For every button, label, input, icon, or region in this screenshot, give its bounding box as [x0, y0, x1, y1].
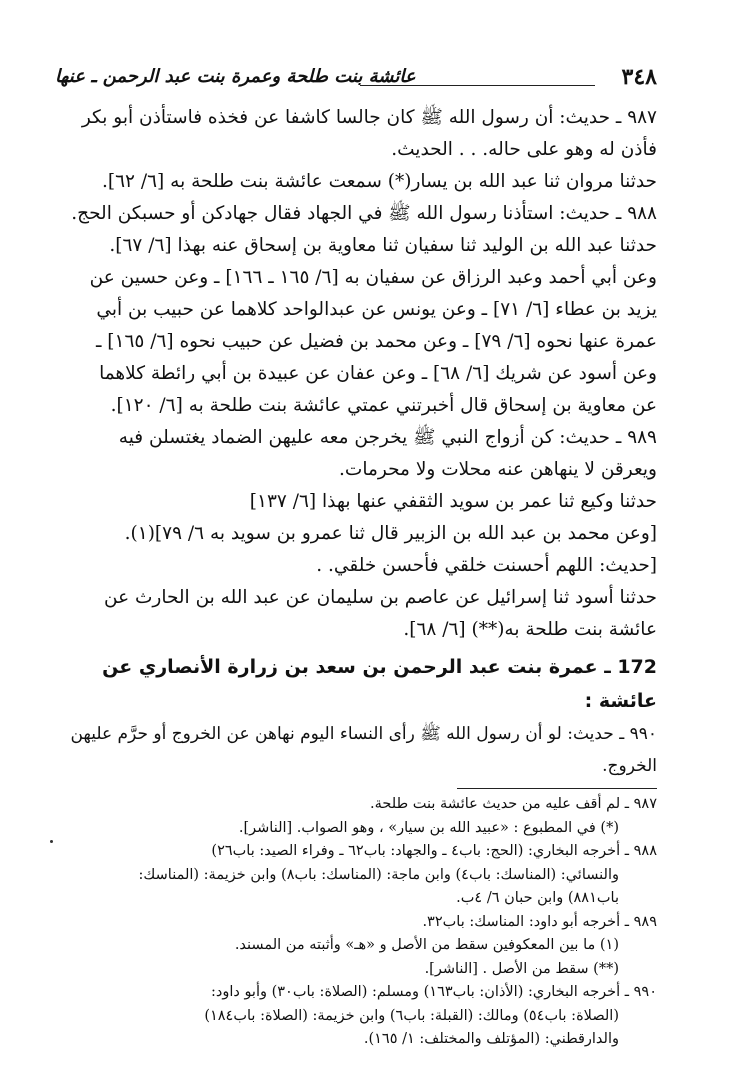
text-line: ٩٨٧ ـ حديث: أن رسول الله ﷺ كان جالسا كاشفا عن فخذه فاستأذن أبو بكر — [81, 107, 657, 128]
main-text — [55, 102, 657, 782]
text-line: [حديث: اللهم أحسنت خلقي فأحسن خلقي. . — [316, 555, 657, 576]
footnote-line: والدارقطني: (المؤتلف والمختلف: ١/ ١٦٥). — [363, 1031, 619, 1047]
text-line: حدثنا وكيع ثنا عمر بن سويد الثقفي عنها بهذا [٦/ ١٣٧] — [249, 491, 657, 512]
section-title: ـ عمرة بنت عبد الرحمن بن سعد بن زرارة الأنصاري عن عائشة : — [102, 656, 657, 712]
footnote-line: (*) في المطبوع : «عبيد الله بن سيار» ، وهو الصواب. [الناشر]. — [238, 819, 619, 836]
text-line: عن معاوية بن إسحاق قال أخبرتني عمتي عائشة بنت طلحة به [٦/ ١٢٠]. — [110, 395, 657, 416]
text-line: حدثنا مروان ثنا عبد الله بن يسار(*) سمعت عائشة بنت طلحة به [٦/ ٦٢]. — [102, 171, 657, 192]
text-line: يزيد بن عطاء [٦/ ٧١] ـ وعن يونس عن عبدالواحد كلاهما عن حبيب بن أبي — [96, 299, 657, 320]
text-line: عمرة عنها نحوه [٦/ ٧٩] ـ وعن محمد بن فضيل عن حبيب نحوه [٦/ ١٦٥] ـ — [95, 331, 657, 352]
text-line: فأذن له وهو على حاله. . . الحديث. — [391, 139, 657, 160]
text-line: ٩٩٠ ـ حديث: لو أن رسول الله ﷺ رأى النساء اليوم نهاهن عن الخروج أو حرَّم عليهن الخروج. — [70, 724, 657, 776]
footnote-line: (**) سقط من الأصل . [الناشر]. — [424, 960, 619, 977]
text-line: [وعن محمد بن عبد الله بن الزبير قال ثنا عمرو بن سويد به ٦/ ٧٩](١). — [124, 523, 657, 544]
section-heading — [55, 650, 657, 718]
text-line: ٩٨٩ ـ حديث: كن أزواج النبي ﷺ يخرجن معه عليهن الضماد يغتسلن فيه — [118, 427, 657, 448]
text-line: ٩٨٨ ـ حديث: استأذنا رسول الله ﷺ في الجهاد فقال جهادكن أو حسبكن الحج. — [71, 203, 657, 224]
section-number: 172 — [617, 656, 657, 678]
footnote-line: ٩٩٠ ـ أخرجه البخاري: (الأذان: باب١٦٣) ومسلم: (الصلاة: باب٣٠) وأبو داود: — [211, 984, 657, 1000]
footnote-line: (الصلاة: باب٥٤) ومالك: (القبلة: باب٦) وابن خزيمة: (الصلاة: باب١٨٤) — [204, 1007, 619, 1024]
text-line: حدثنا عبد الله بن الوليد ثنا سفيان ثنا معاوية بن إسحاق عنه بهذا [٦/ ٦٧]. — [109, 235, 657, 256]
footnote-divider — [457, 788, 657, 789]
footnote-line: ٩٨٧ ـ لم أقف عليه من حديث عائشة بنت طلحة. — [370, 796, 657, 812]
text-line: وعن أبي أحمد وعبد الرزاق عن سفيان به [٦/ ١٦٥ ـ ١٦٦] ـ وعن حسين عن — [89, 267, 657, 288]
footnote-line: (١) ما بين المعكوفين سقط من الأصل و «هـ» وأثبته من المسند. — [234, 937, 619, 953]
running-title: عائشة بنت طلحة وعمرة بنت عبد الرحمن ـ عنها — [55, 66, 416, 87]
text-line: عائشة بنت طلحة به(**) [٦/ ٦٨]. — [403, 619, 657, 640]
text-line: وعن أسود عن شريك [٦/ ٦٨] ـ وعن عفان عن عبيدة بن أبي رائطة كلاهما — [99, 363, 657, 384]
footnote-line: ٩٨٨ ـ أخرجه البخاري: (الحج: باب٤ ـ والجهاد: باب٦٢ ـ وفراء الصيد: باب٢٦) — [211, 843, 657, 859]
book-page — [55, 58, 657, 1068]
page-number: ٣٤٨ — [621, 64, 657, 90]
text-line: حدثنا أسود ثنا إسرائيل عن عاصم بن سليمان عن عبد الله بن الحارث عن — [103, 587, 657, 608]
page-header — [55, 58, 657, 98]
footnote-line: ٩٨٩ ـ أخرجه أبو داود: المناسك: باب٣٢. — [422, 913, 657, 930]
text-line: ويعرقن لا ينهاهن عنه محلات ولا محرمات. — [339, 459, 657, 480]
footnote-line: باب٨٨١) وابن حبان ٦/ ٤ب. — [456, 890, 619, 906]
footnotes — [55, 793, 657, 1052]
footnote-line: والنسائي: (المناسك: باب٤) وابن ماجة: (المناسك: باب٨) وابن خزيمة: (المناسك: — [138, 866, 619, 883]
stray-mark — [50, 840, 53, 843]
